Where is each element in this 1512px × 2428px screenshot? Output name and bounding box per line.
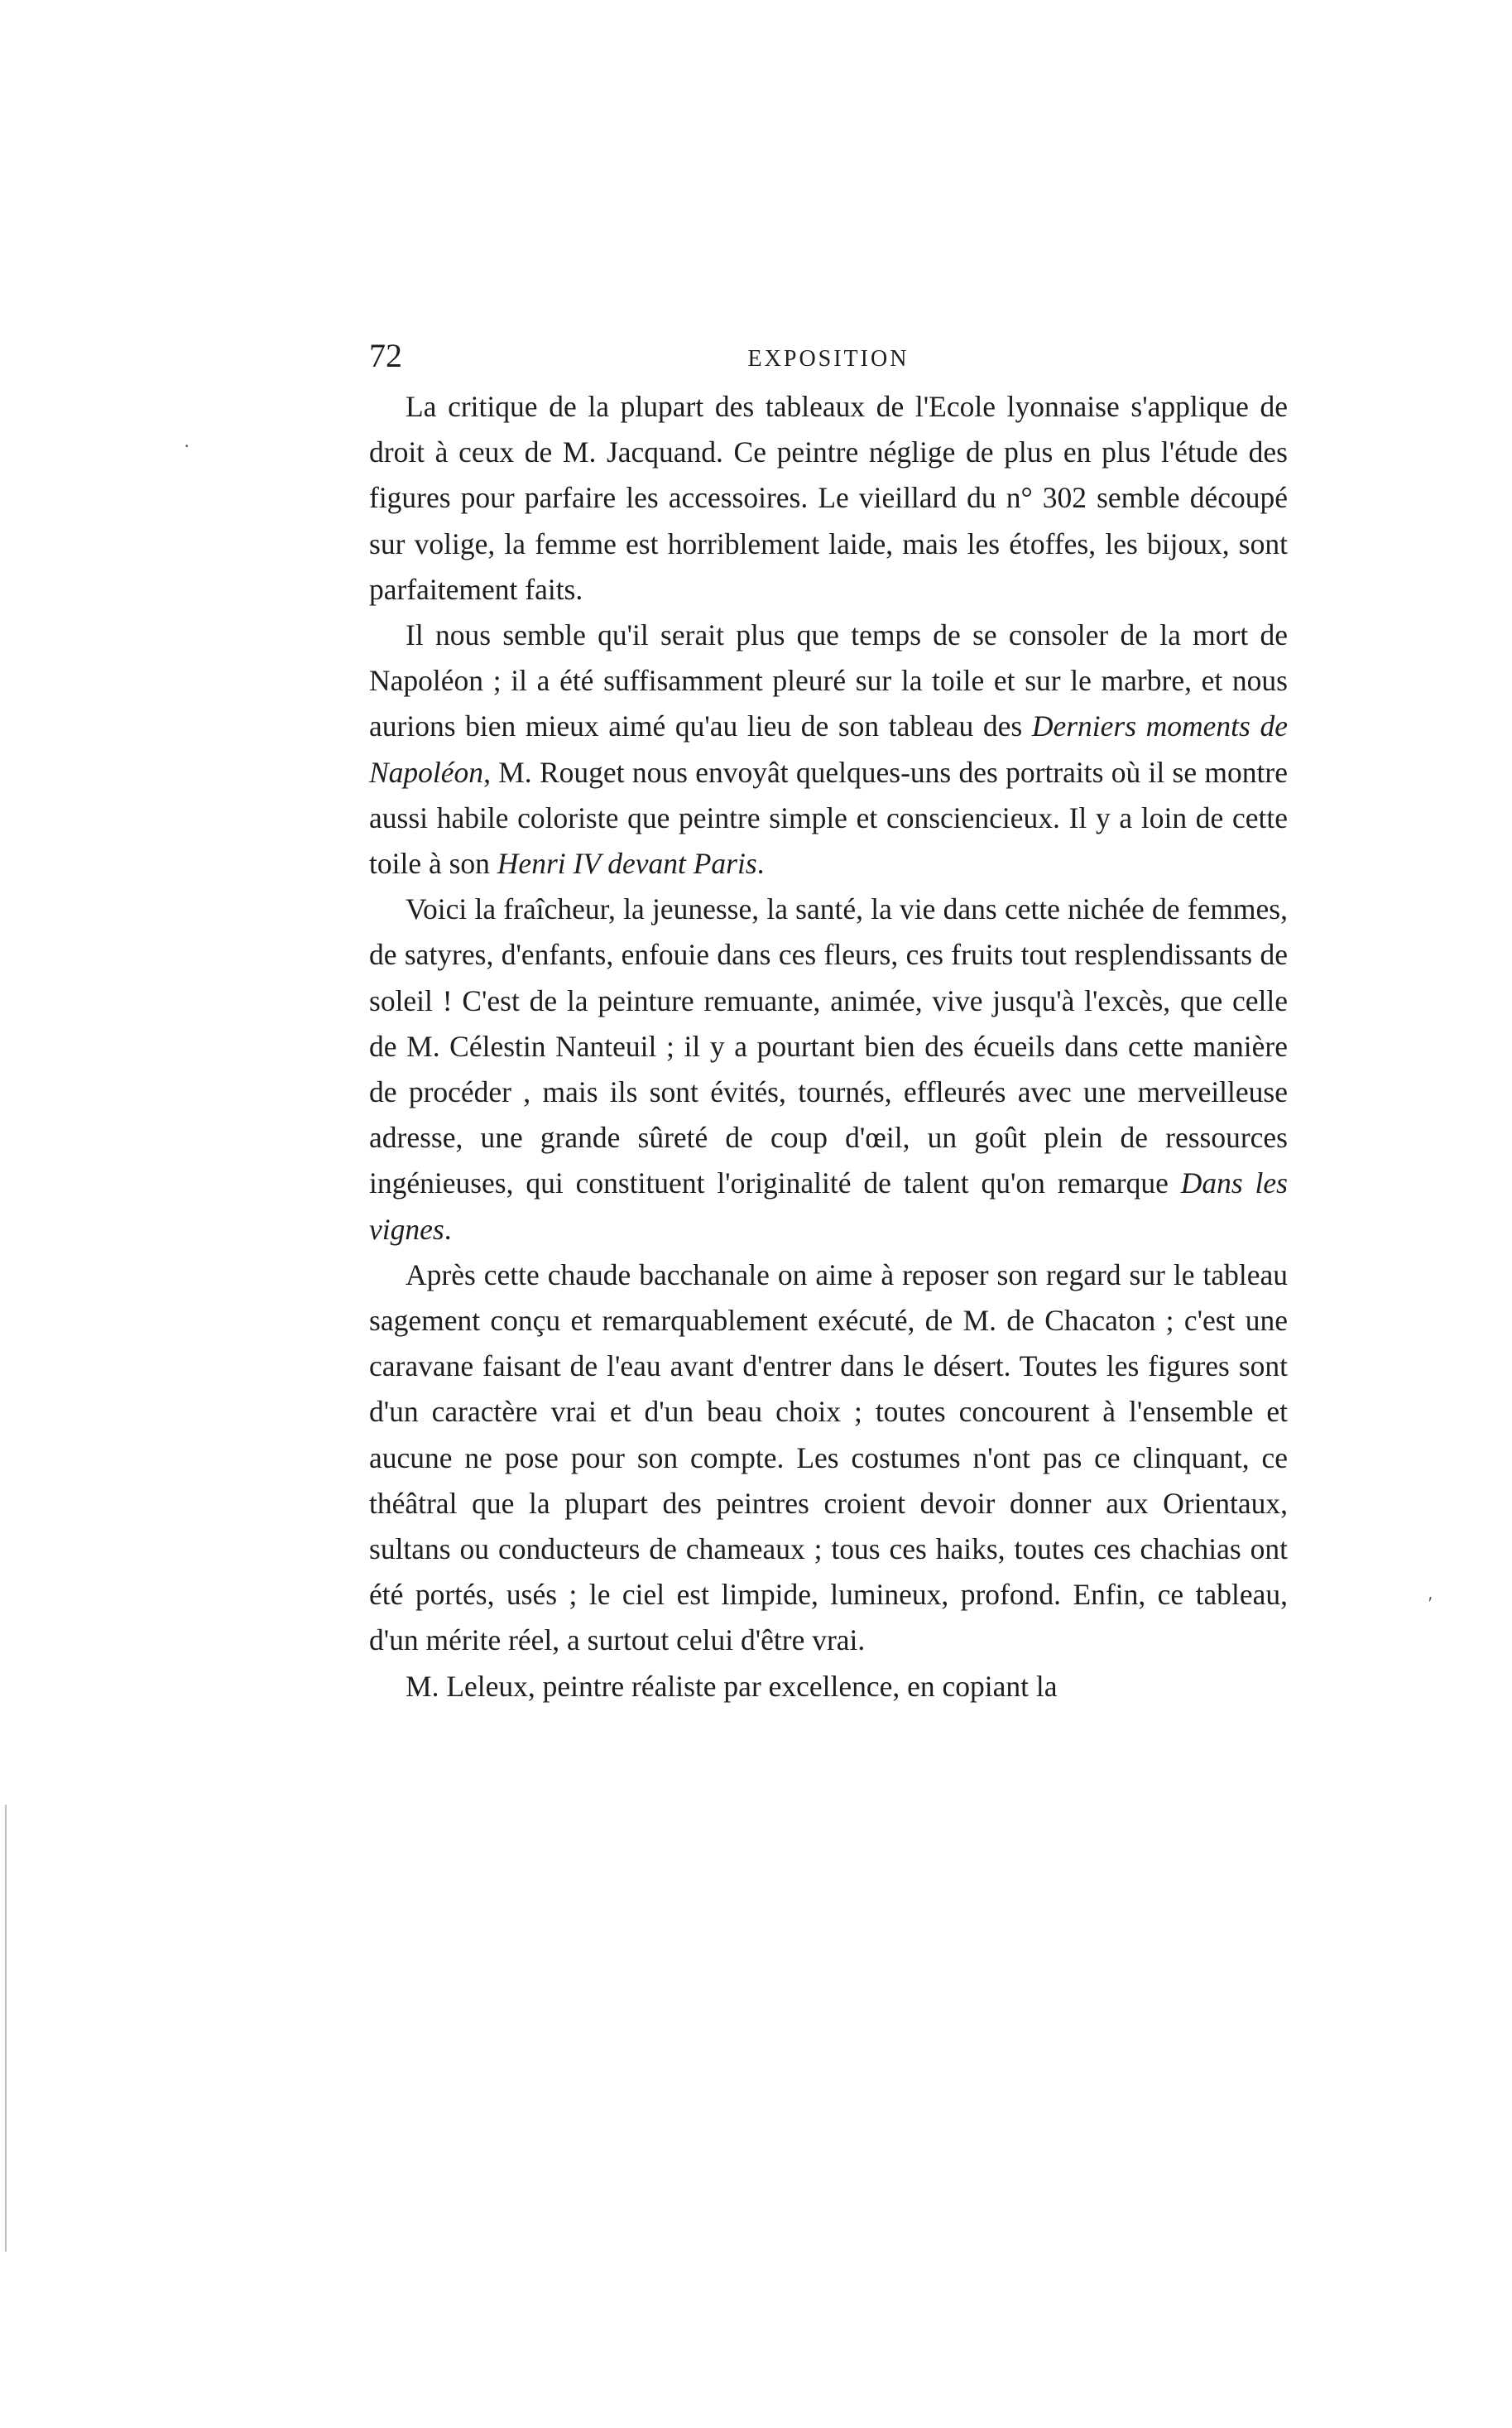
italic-title: Dans les vignes xyxy=(369,1166,1288,1246)
text-run: . xyxy=(444,1212,452,1246)
text-run: . xyxy=(756,847,765,881)
running-title: EXPOSITION xyxy=(747,346,910,372)
text-run: La critique de la plupart des tableaux de l'Ecole lyonnaise s'applique de droit à ceux de M. Jacquand. Ce peintre néglige de plus en plus l'étude des figures pour parfaire les accessoires. Le vieillard du n° 302 semble découpé sur volige, la femme est horriblement laide, mais les étoffes, les bijoux, sont parfaitement faits. xyxy=(369,390,1288,606)
text-run: Il nous semble qu'il serait plus que temps de se consoler de la mort de Napoléon ; il a été suffisamment pleuré sur la toile et sur le marbre, et nous aurions bien mieux aimé qu'au lieu de son tableau des xyxy=(369,618,1288,743)
running-head xyxy=(369,331,1288,381)
body-text xyxy=(369,384,1288,1709)
text-run: Après cette chaude bacchanale on aime à reposer son regard sur le tableau sagement conçu et remarquablement exécuté, de M. de Chacaton ; c'est une caravane faisant de l'eau avant d'entrer dans le désert. Toutes les figures sont d'un caractère vrai et d'un beau choix ; toutes concourent à l'ensemble et aucune ne pose pour son compte. Les costumes n'ont pas ce clinquant, ce théâtral que la plupart des peintres croient devoir donner aux Orientaux, sultans ou conducteurs de chameaux ; tous ces haiks, toutes ces chachias ont été portés, usés ; le ciel est limpide, lumineux, profond. Enfin, ce tableau, d'un mérite réel, a surtout celui d'être vrai. xyxy=(369,1257,1288,1657)
text-run: M. Leleux, peintre réaliste par excellence, en copiant la xyxy=(406,1669,1058,1703)
paragraph xyxy=(369,384,1288,613)
italic-title: Henri IV devant Paris xyxy=(497,847,757,881)
paragraph xyxy=(369,1252,1288,1664)
margin-tick-mark: ʹ xyxy=(1428,1593,1433,1613)
page-number: 72 xyxy=(369,337,402,374)
paragraph xyxy=(369,1664,1288,1709)
scan-edge-line xyxy=(5,1805,7,2252)
italic-title: Derniers moments de Napoléon xyxy=(369,709,1288,789)
paragraph xyxy=(369,887,1288,1252)
text-run: Voici la fraîcheur, la jeunesse, la santé, la vie dans cette nichée de femmes, de satyres, d'enfants, enfouie dans ces fleurs, ces fruits tout resplendissants de soleil ! C'est de la peinture remuante, animée, vive jusqu'à l'excès, que celle de M. Célestin Nanteuil ; il y a pourtant bien des écueils dans cette manière de procéder , mais ils sont évités, tournés, effleurés avec une merveilleuse adresse, une grande sûreté de coup d'œil, un goût plein de ressources ingénieuses, qui constituent l'originalité de talent qu'on remarque xyxy=(369,892,1288,1200)
paragraph xyxy=(369,613,1288,887)
margin-dot-mark: · xyxy=(184,435,190,456)
text-run: , M. Rouget nous envoyât quelques-uns des portraits où il se montre aussi habile coloriste que peintre simple et consciencieux. Il y a loin de cette toile à son xyxy=(369,755,1288,881)
